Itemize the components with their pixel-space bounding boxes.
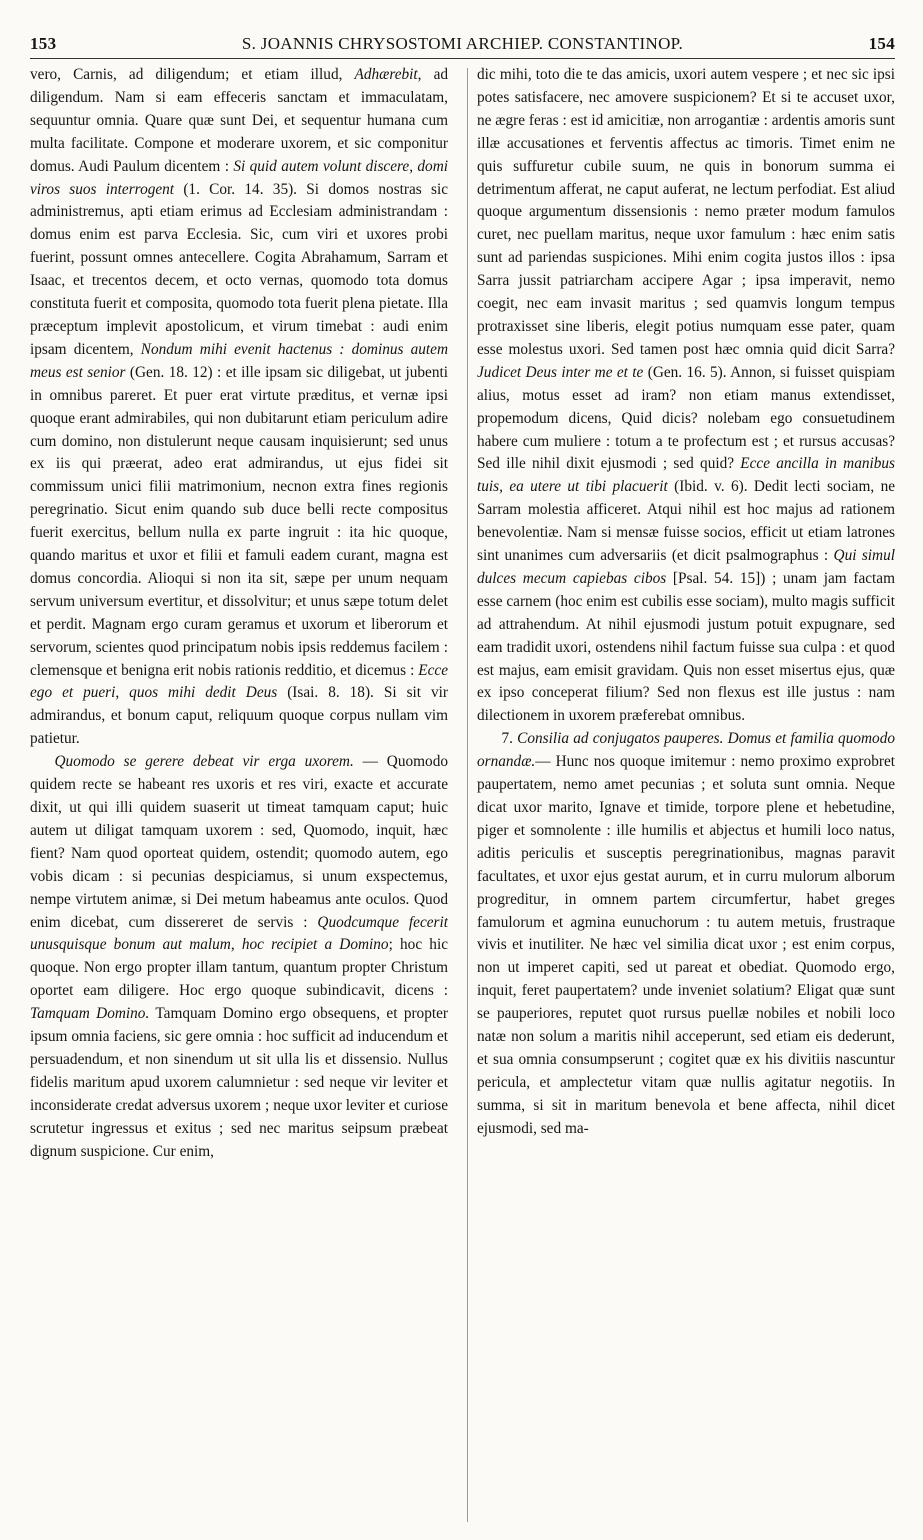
page-header [30, 34, 895, 56]
italic-text: Quodcumque fecerit unusquisque bonum aut malum, hoc recipiet a Domino [30, 913, 448, 954]
page-number-left: 153 [30, 34, 57, 53]
italic-text: Si quid autem volunt discere, domi viros suos interrogent [30, 157, 448, 198]
page-number-right: 154 [868, 34, 895, 53]
left-column [30, 64, 448, 1526]
column-divider [467, 68, 468, 1522]
italic-text: Qui simul dulces mecum capiebas cibos [477, 547, 895, 587]
paragraph: Quomodo se gerere debeat vir erga uxorem. — Quomodo quidem recte se habeant res uxoris et res viri, exacte et accurate dixit, ut qui illi quidem suaserit ut timeat tamquam caput; huic autem ut diligat tamquam uxorem : sed, Quomodo, inquit, hæc fient? Nam quod oporteat quidem, ostendit; quomodo autem, ego vobis dicam : si pecunias despiciamus, si unum exspectemus, nempe virtutem animæ, si Dei metum habeamus ante oculos. Quod enim dicebat, cum dissereret de servis : Quodcumque fecerit unusquisque bonum aut malum, hoc recipiet a Domino; hoc hic quoque. Non ergo propter illam tantum, quantum propter Christum oportet eam diligere. Hoc ergo quoque subindicavit, dicens : Tamquam Domino. Tamquam Domino ergo obsequens, et propter ipsum omnia faciens, sic gere omnia : hoc sufficit ad inducendum et persuadendum, et non sinendum ut sit ulla lis et dissensio. Nullus fidelis maritum apud uxorem calumnietur : sed neque vir leviter et inconsiderate credat adversus uxorem ; neque uxor leviter et curiose scrutetur ingressus et exitus ; sed nec maritus seipsum præbeat dignum suspicione. Cur enim, [30, 753, 448, 1160]
italic-text: Consilia ad conjugatos pauperes. Domus et familia quomodo ornandæ. [477, 730, 895, 771]
italic-text: Nondum mihi evenit hactenus : dominus autem meus est senior [30, 340, 448, 381]
italic-text: Ecce ancilla in manibus tuis, ea utere ut tibi placuerit [477, 455, 895, 496]
italic-text: Judicet Deus inter me et te [477, 363, 644, 381]
italic-text: Quomodo se gerere debeat vir erga uxorem. [54, 753, 354, 771]
text-columns [30, 64, 895, 1526]
paragraph: dic mihi, toto die te das amicis, uxori autem vespere ; et nec sic ipsi potes satisfacere, nec amovere suspicionem? Et si te accuset uxor, ne ægre feras : est id amicitiæ, non arrogantiæ : ardentis amoris sunt illæ accusationes et ferventis affectus ac timoris. Timet enim ne quis suffuretur cubile suum, ne quis in bonorum summa ei detrimentum afferat, ne caput auferat, ne lectum perfodiat. Est aliud quoque argumentum dissensionis : nemo præter modum famulos curet, nec puellam maritus, neque uxor famulum : hæc enim satis sunt ad pariendas suspiciones. Mihi enim cogita justos illos : ipsa Sarra jussit patriarcham accipere Agar ; ipsa imperavit, nemo coegit, nec eam invasit maritus ; sed quamvis longum tempus protraxisset sine liberis, elegit potius numquam esse pater, quam esse molestus uxori. Sed tamen post hæc omnia quid dicit Sarra? Judicet Deus inter me et te (Gen. 16. 5). Annon, si fuisset quispiam alius, motus esset ad iram? non etiam manus extendisset, propemodum dicens, Quid dicis? nolebam ego consuetudinem habere cum muliere : totum a te profectum est ; et rursus accusas? Sed ille nihil dixit ejusmodi ; sed quid? Ecce ancilla in manibus tuis, ea utere ut tibi placuerit (Ibid. v. 6). Dedit lecti sociam, ne Sarram molestia afficeret. Atqui nihil est hoc majus ad rationem benevolentiæ. Nam si mensæ fuisse socios, efficit ut etiam latrones sint unanimes cum adversariis (et dicit psalmographus : Qui simul dulces mecum capiebas cibos [Psal. 54. 15]) ; unam jam factam esse carnem (hoc enim est cubilis esse sociam), multo magis sufficit ad attrahendum. At nihil ejusmodi justum potuit expugnare, sed eam tradidit uxori, ostendens nihil factum fuisse sua culpa : et quod est majus, eam emisit gravidam. Quis non esset misertus ejus, quæ ex ipso conceperat filium? Sed non flexus est ille justus : nam dilectionem in uxorem præferebat omnibus. [477, 66, 895, 725]
italic-text: Ecce ego et pueri, quos mihi dedit Deus [30, 661, 448, 702]
paragraph: 7. Consilia ad conjugatos pauperes. Domus et familia quomodo ornandæ.— Hunc nos quoque imitemur : nemo proximo exprobret paupertatem, nemo amet pecunias ; et soluta sunt omnia. Neque dicat uxor marito, Ignave et timide, torpore plene et hebetudine, piger et somnolente : ille humilis et abjectus et humili loco natus, aditis periculis et susceptis peregrinationibus, magnas paravit facultates, et uxor ejus gestat aurum, et in curru mulorum alborum progreditur, in omnem partem circumfertur, habet greges famulorum et agmina eunuchorum : tu autem metuis, frustraque vivis et inutiliter. Ne hæc vel similia dicat uxor ; est enim corpus, non ut imperet capiti, sed ut pareat et obediat. Quomodo ergo, inquit, feret paupertatem? unde inveniet solatium? Eligat quæ sunt se pauperiores, reputet quot rursus puellæ nobiles et nobili loco natæ non solum a maritis nihil acceperunt, sed etiam eis dederunt, et sua omnia consumpserunt ; cogitet quæ ex his divitiis nascuntur pericula, et amplectetur vitam quæ nullis agitatur negotiis. In summa, si sit in maritum benevola et bene affecta, nihil dicet ejusmodi, sed ma- [477, 730, 895, 1137]
header-rule [30, 58, 895, 59]
paragraph: vero, Carnis, ad diligendum; et etiam illud, Adhærebit, ad diligendum. Nam si eam effeceris sanctam et immaculatam, sequuntur omnia. Quare quæ sunt Dei, et sequentur humana cum multa facilitate. Compone et moderare uxorem, et sic componitur domus. Audi Paulum dicentem : Si quid autem volunt discere, domi viros suos interrogent (1. Cor. 14. 35). Si domos nostras sic administremus, apti etiam erimus ad Ecclesiam administrandam : domus enim est parva Ecclesia. Sic, cum viri et uxores probi fuerint, possunt omnes antecellere. Cogita Abrahamum, Sarram et Isaac, et trecentos decem, et octo vernas, quomodo tota domus constituta fuerit et composita, quomodo tota fuerit plena pietate. Illa præceptum implevit apostolicum, et virum timebat : audi enim ipsam dicentem, Nondum mihi evenit hactenus : dominus autem meus est senior (Gen. 18. 12) : et ille ipsam sic diligebat, ut jubenti in omnibus pareret. Et puer erat virtute præditus, et vernæ ipsi quoque erant admirabiles, qui non dubitarunt etiam periculum adire cum domino, non distulerunt neque causam inquisierunt; sed unus ex iis qui præerat, adeo erat admirandus, ut ejus fidei sit commissum unici filii matrimonium, necnon extra fines regionis peregrinatio. Sicut enim quando sub duce belli recte compositus fuerit exercitus, bellum nulla ex parte ingruit : ita hic quoque, quando maritus et uxor et filii et famuli eadem curant, magna est domus concordia. Alioqui si non ita sit, sæpe per unum nequam servum universum evertitur, et dissolvitur; et unus sæpe totum delet et perdit. Magnam ergo curam geramus et uxorum et liberorum et servorum, scientes quod principatum nobis ipsis reddemus facilem : clemensque et benigna erit nobis rationis redditio, et dicemus : Ecce ego et pueri, quos mihi dedit Deus (Isai. 8. 18). Si sit vir admirandus, et bonum caput, reliquum quoque corpus nullam vim patietur. [30, 66, 448, 748]
italic-text: Tamquam Domino. [30, 1005, 150, 1023]
running-title: S. JOANNIS CHRYSOSTOMI ARCHIEP. CONSTANTINOP. [241, 34, 684, 53]
right-column [477, 64, 895, 1526]
italic-text: Adhærebit [354, 66, 418, 83]
